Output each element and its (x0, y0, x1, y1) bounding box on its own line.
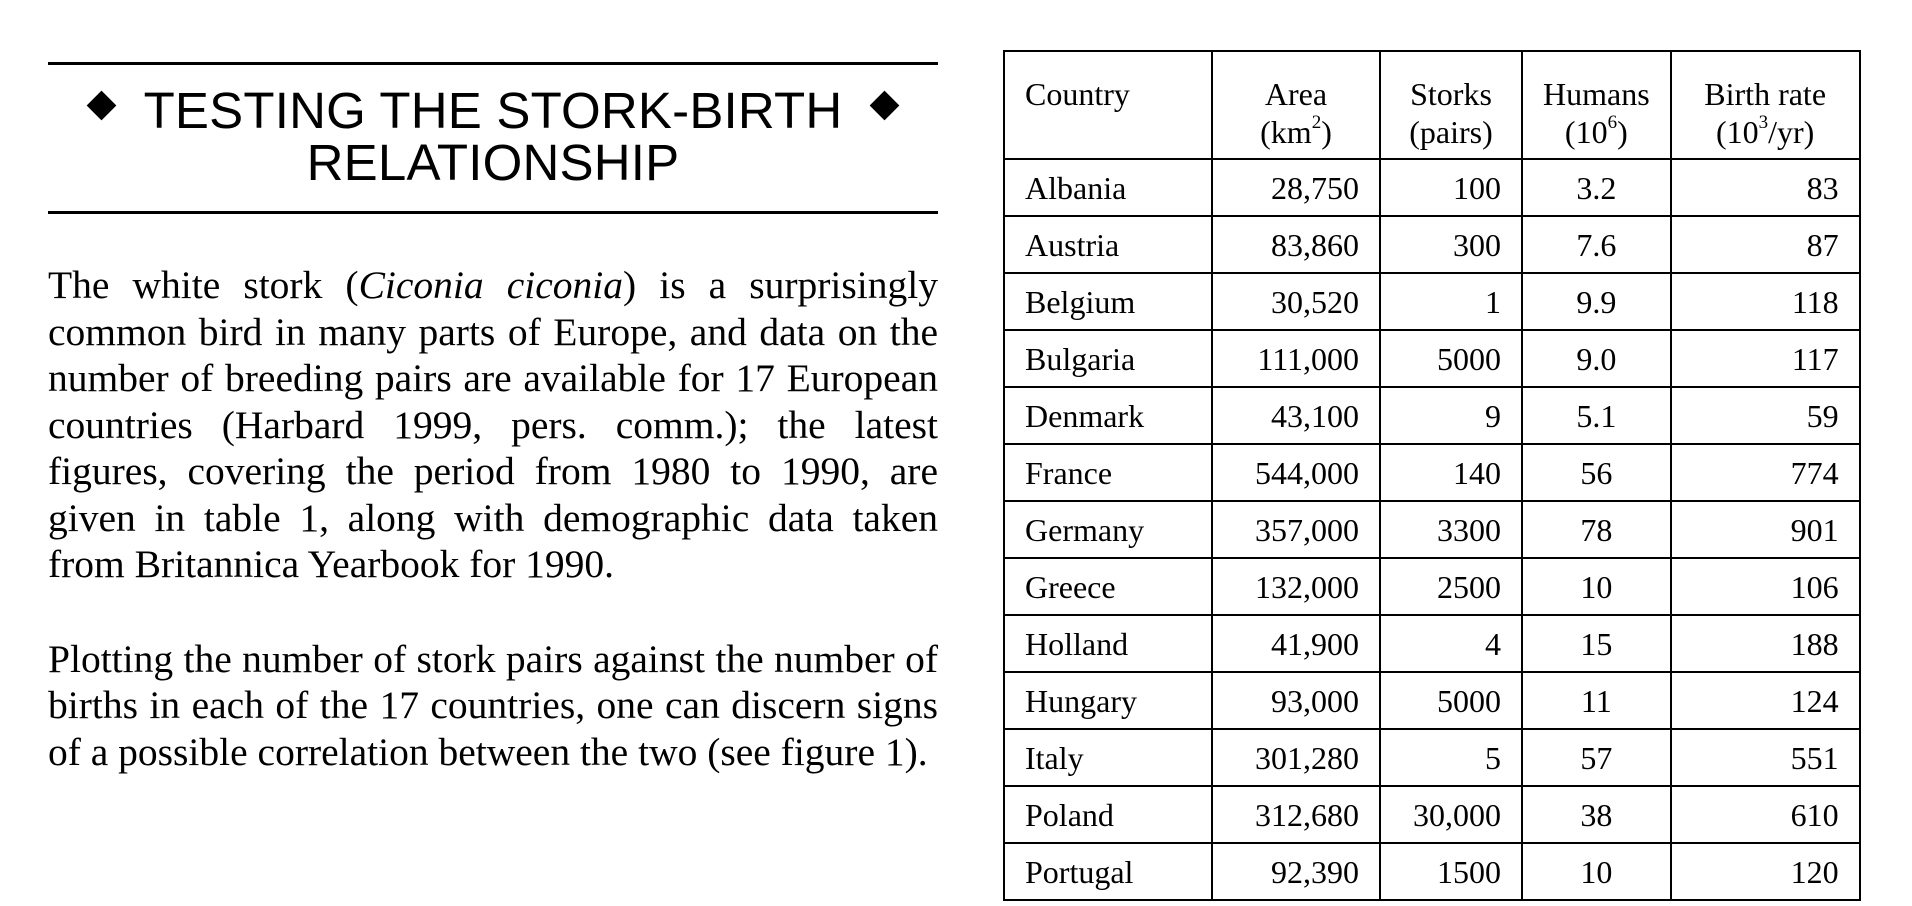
paragraph-text: ) is a surprisingly common bird in many parts of Europe, and data on the number of breeding pairs are available for 17 European countries (Harbard 1999, pers. comm.); the latest figures, covering the period from 1980 to 1990, are given in table 1, along with demographic data taken from Britannica Yearbook for 1990. (48, 263, 938, 586)
cell-humans: 38 (1522, 786, 1671, 843)
header-birth-rate: Birth rate $(10^3/yr)$ (1671, 51, 1860, 159)
data-table-container (1003, 50, 1861, 901)
cell-birth-rate: 551 (1671, 729, 1860, 786)
table-header-row (1004, 51, 1860, 159)
cell-storks: 9 (1380, 387, 1522, 444)
cell-humans: 57 (1522, 729, 1671, 786)
cell-country: Belgium (1004, 273, 1212, 330)
cell-area: 132,000 (1212, 558, 1380, 615)
cell-country: Portugal (1004, 843, 1212, 900)
cell-humans: 7.6 (1522, 216, 1671, 273)
cell-birth-rate: 901 (1671, 501, 1860, 558)
article-column (48, 62, 938, 775)
cell-storks: 5 (1380, 729, 1522, 786)
table-row (1004, 444, 1860, 501)
cell-storks: 5000 (1380, 330, 1522, 387)
cell-storks: 4 (1380, 615, 1522, 672)
cell-birth-rate: 106 (1671, 558, 1860, 615)
cell-storks: 1 (1380, 273, 1522, 330)
diamond-icon (870, 91, 900, 121)
cell-storks: 1500 (1380, 843, 1522, 900)
cell-storks: 3300 (1380, 501, 1522, 558)
cell-birth-rate: 774 (1671, 444, 1860, 501)
cell-humans: 15 (1522, 615, 1671, 672)
table-row (1004, 501, 1860, 558)
cell-country: Germany (1004, 501, 1212, 558)
stork-birth-table (1003, 50, 1861, 901)
cell-humans: 11 (1522, 672, 1671, 729)
cell-storks: 300 (1380, 216, 1522, 273)
cell-birth-rate: 124 (1671, 672, 1860, 729)
cell-country: Denmark (1004, 387, 1212, 444)
table-row (1004, 387, 1860, 444)
cell-area: 28,750 (1212, 159, 1380, 216)
cell-country: Italy (1004, 729, 1212, 786)
cell-area: 357,000 (1212, 501, 1380, 558)
table-row (1004, 159, 1860, 216)
cell-country: Hungary (1004, 672, 1212, 729)
cell-birth-rate: 117 (1671, 330, 1860, 387)
cell-country: Albania (1004, 159, 1212, 216)
cell-area: 111,000 (1212, 330, 1380, 387)
cell-storks: 2500 (1380, 558, 1522, 615)
cell-area: 30,520 (1212, 273, 1380, 330)
cell-humans: 9.0 (1522, 330, 1671, 387)
table-row (1004, 216, 1860, 273)
cell-storks: 30,000 (1380, 786, 1522, 843)
cell-humans: 10 (1522, 843, 1671, 900)
cell-birth-rate: 610 (1671, 786, 1860, 843)
species-name: Ciconia ciconia (358, 263, 623, 307)
table-row (1004, 615, 1860, 672)
table-row (1004, 843, 1860, 900)
cell-area: 301,280 (1212, 729, 1380, 786)
cell-area: 83,860 (1212, 216, 1380, 273)
cell-storks: 100 (1380, 159, 1522, 216)
cell-country: Bulgaria (1004, 330, 1212, 387)
cell-humans: 5.1 (1522, 387, 1671, 444)
cell-country: Greece (1004, 558, 1212, 615)
cell-birth-rate: 188 (1671, 615, 1860, 672)
cell-humans: 9.9 (1522, 273, 1671, 330)
cell-birth-rate: 118 (1671, 273, 1860, 330)
cell-area: 41,900 (1212, 615, 1380, 672)
table-row (1004, 558, 1860, 615)
cell-birth-rate: 83 (1671, 159, 1860, 216)
section-heading (48, 62, 938, 214)
cell-area: 544,000 (1212, 444, 1380, 501)
header-country: Country (1004, 51, 1212, 159)
table-row (1004, 330, 1860, 387)
cell-birth-rate: 120 (1671, 843, 1860, 900)
cell-humans: 56 (1522, 444, 1671, 501)
cell-country: Austria (1004, 216, 1212, 273)
cell-humans: 78 (1522, 501, 1671, 558)
table-row (1004, 672, 1860, 729)
table-row (1004, 786, 1860, 843)
cell-country: Poland (1004, 786, 1212, 843)
cell-area: 43,100 (1212, 387, 1380, 444)
paragraph-text: The white stork ( (48, 263, 359, 307)
header-storks: Storks (pairs) (1380, 51, 1522, 159)
header-area: Area $(km^2)$ (1212, 51, 1380, 159)
cell-country: France (1004, 444, 1212, 501)
table-row (1004, 729, 1860, 786)
cell-area: 312,680 (1212, 786, 1380, 843)
diamond-icon (86, 91, 116, 121)
body-paragraph-1 (48, 262, 938, 588)
cell-humans: 3.2 (1522, 159, 1671, 216)
cell-birth-rate: 59 (1671, 387, 1860, 444)
cell-birth-rate: 87 (1671, 216, 1860, 273)
body-paragraph-2: Plotting the number of stork pairs against the number of births in each of the 17 countries, one can discern signs of a possible correlation between the two (see figure 1). (48, 636, 938, 774)
cell-humans: 10 (1522, 558, 1671, 615)
header-humans: Humans $(10^6)$ (1522, 51, 1671, 159)
heading-line-2: RELATIONSHIP (306, 134, 680, 191)
table-row (1004, 273, 1860, 330)
cell-area: 93,000 (1212, 672, 1380, 729)
heading-title-text: TESTING THE STORK-BIRTH (143, 82, 843, 139)
cell-storks: 5000 (1380, 672, 1522, 729)
heading-line-1 (48, 82, 938, 139)
cell-storks: 140 (1380, 444, 1522, 501)
cell-area: 92,390 (1212, 843, 1380, 900)
cell-country: Holland (1004, 615, 1212, 672)
